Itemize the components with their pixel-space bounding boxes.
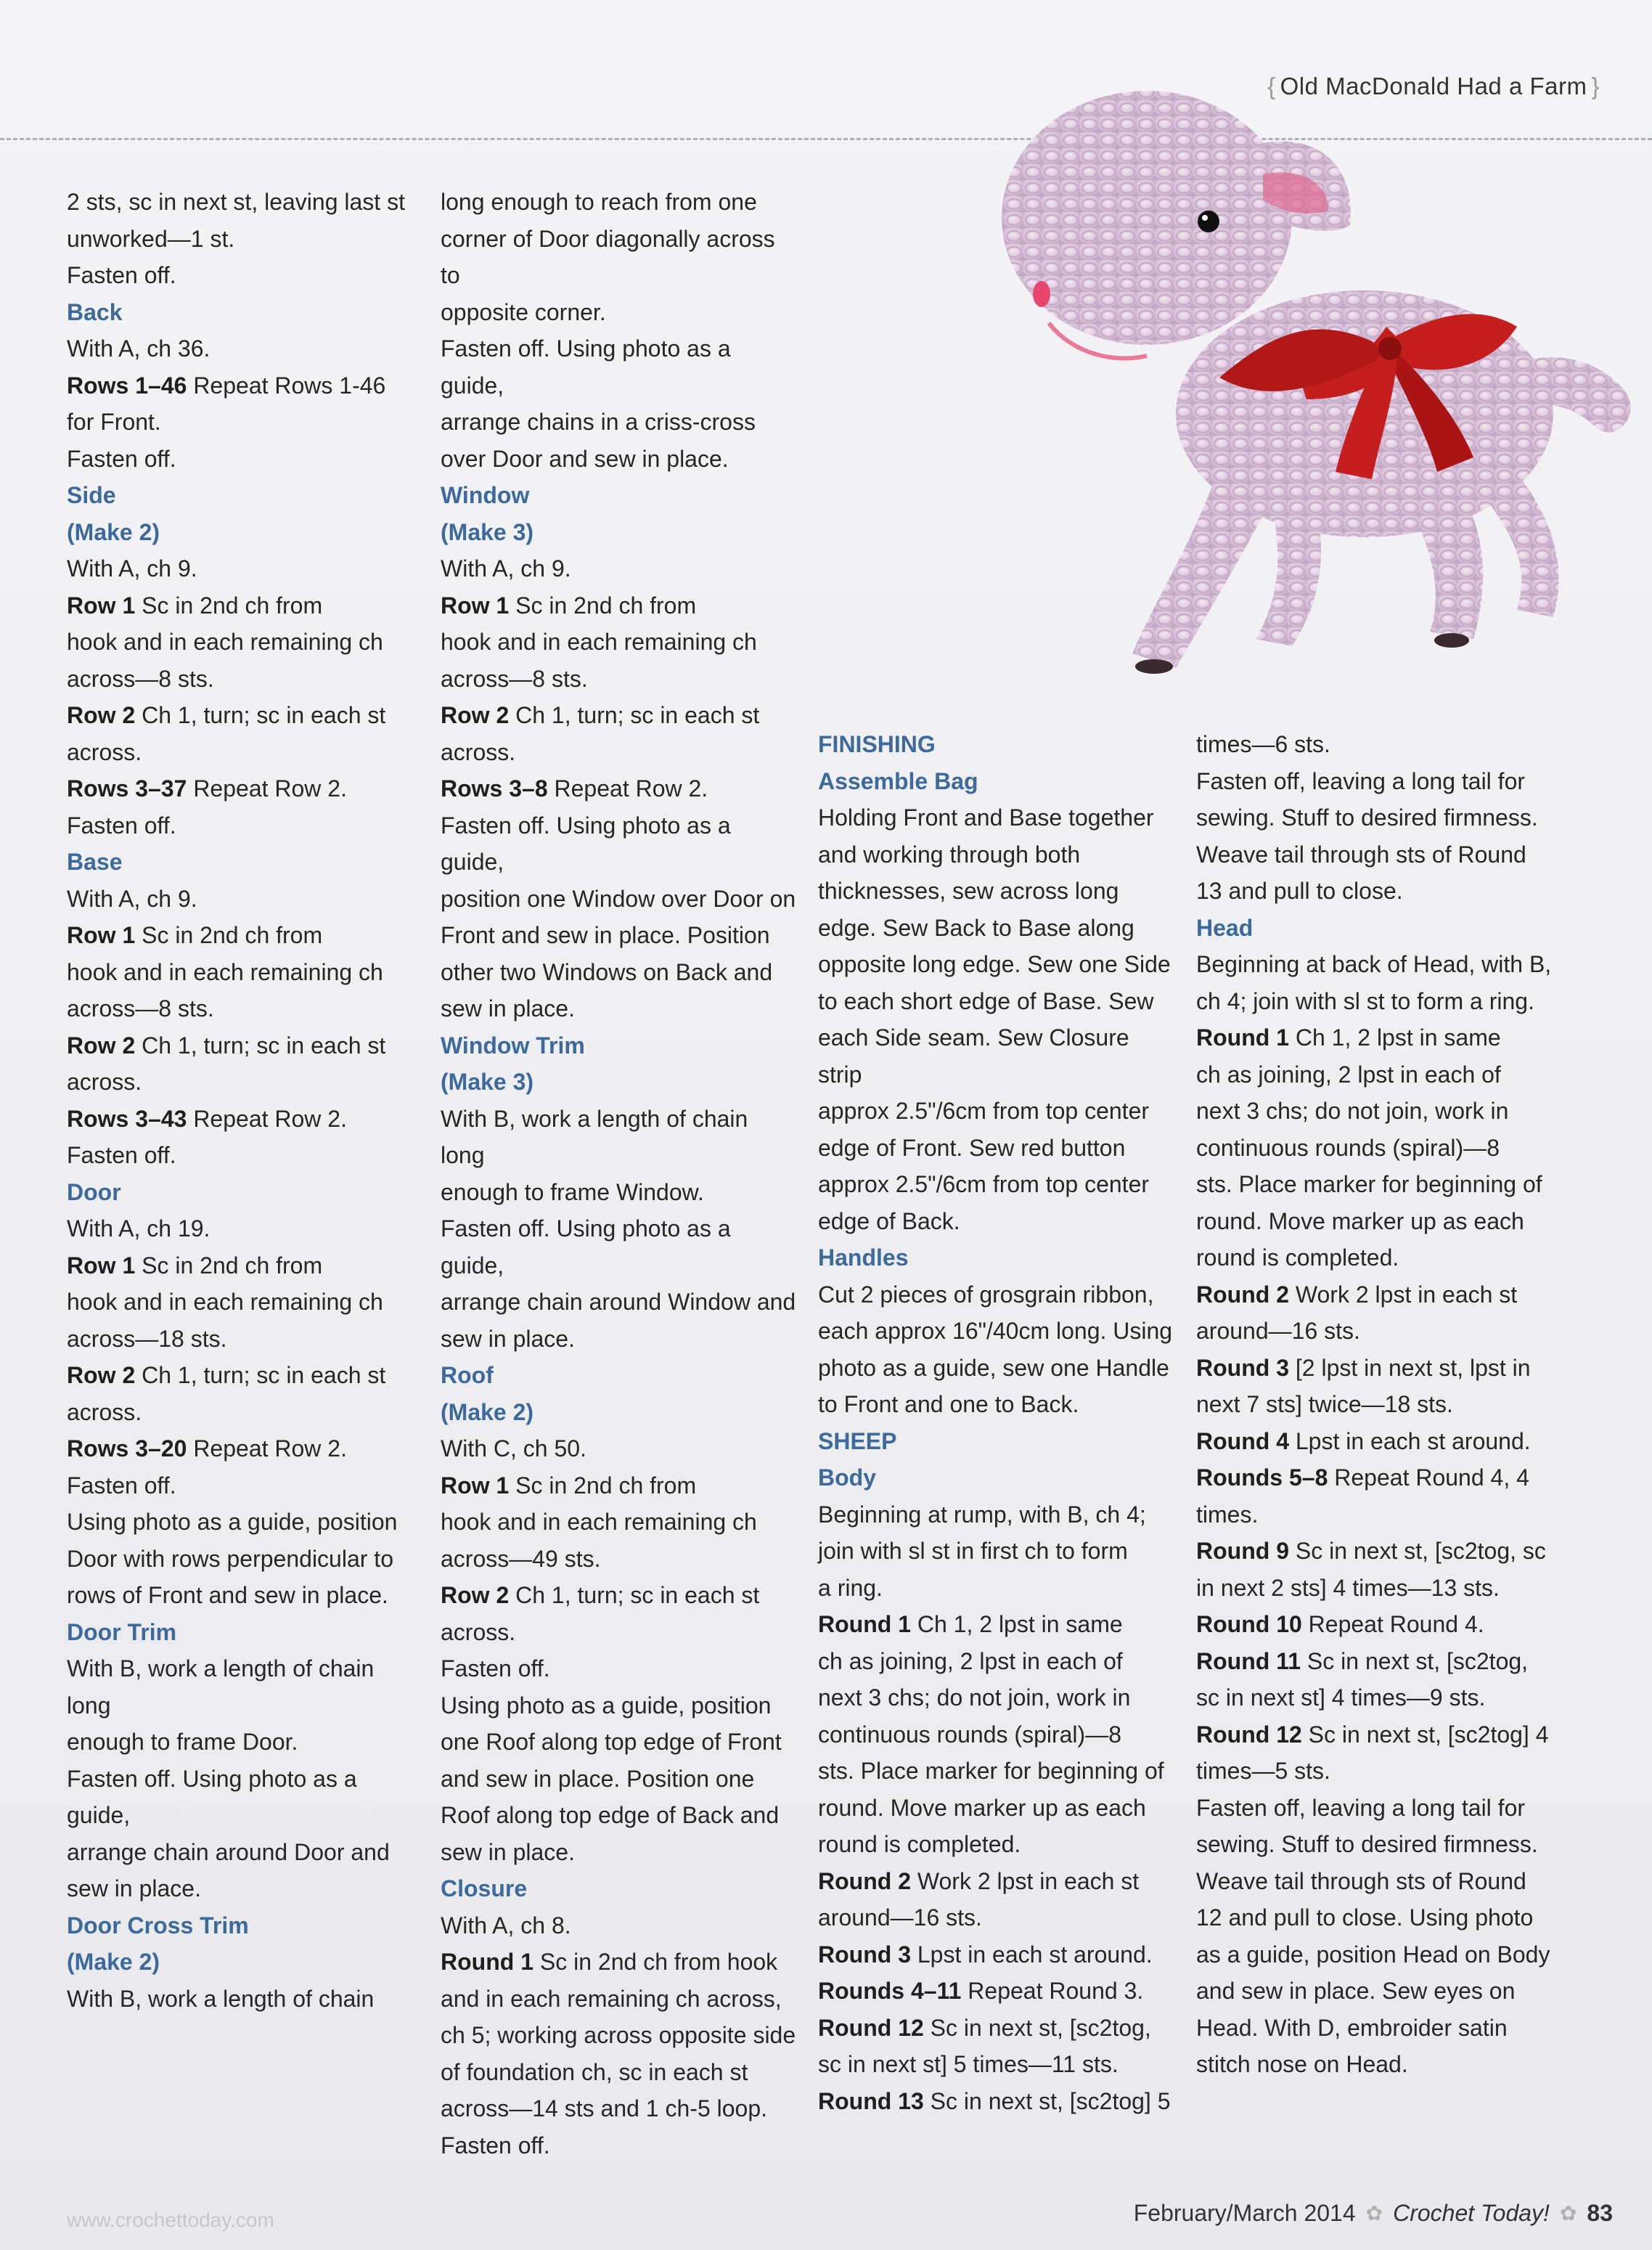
section-heading-window: Window bbox=[441, 482, 530, 508]
section-heading-handles: Handles bbox=[818, 1244, 909, 1271]
column-3: FINISHING Assemble Bag Holding Front and Base together and working through both thicknesses, sew across long edge. Sew Back to Base along opposite long edge. Sew one Side to each short edge of Base. Sew each Side seam. Sew Closure strip approx 2.5"/6cm from top center edge of Front. Sew red button approx 2.5"/6cm from top center edge of Back. Handles Cut 2 pieces of grosgrain ribbon, each approx 16"/40cm long. Using photo as a guide, sew one Handle to Front and one to Back. SHEEP Body Beginning at rump, with B, ch 4; join with sl st in first ch to form a ring. Round 1 Ch 1, 2 lpst in same ch as joining, 2 lpst in each of next 3 chs; do not join, work in continuous rounds (spiral)—8 sts. Place marker for beginning of round. Move marker up as each round is completed. Round 2 Work 2 lpst in each st around—16 sts. Round 3 Lpst in each st around. Rounds 4–11 Repeat Round 3. Round 12 Sc in next st, [sc2tog, sc in next st] 5 times—11 sts. Round 13 Sc in next st, [sc2tog] 5 bbox=[818, 726, 1174, 2119]
crochet-lamb-illustration bbox=[835, 36, 1648, 697]
magazine-name: Crochet Today! bbox=[1393, 2200, 1550, 2226]
lamb-nose bbox=[1033, 281, 1050, 307]
page-number: 83 bbox=[1587, 2200, 1613, 2226]
section-heading-door-trim: Door Trim bbox=[67, 1618, 177, 1645]
section-heading-door-cross-trim: Door Cross Trim bbox=[67, 1912, 249, 1939]
section-heading-sheep: SHEEP bbox=[818, 1427, 897, 1454]
column-2: long enough to reach from one corner of Door diagonally across to opposite corner. Fasten off. Using photo as a guide, arrange chains in a criss-cross over Door and sew in place. Window (Make 3) With A, ch 9. Row 1 Sc in 2nd ch from hook and in each remaining ch across—8 sts. Row 2 Ch 1, turn; sc in each st across. Rows 3–8 Repeat Row 2. Fasten off. Using photo as a guide, position one Window over Door on Front and sew in place. Position other two Windows on Back and sew in place. Window Trim (Make 3) With B, work a length of chain long enough to frame Window. Fasten off. Using photo as a guide, arrange chain around Window and sew in place. Roof (Make 2) With C, ch 50. Row 1 Sc in 2nd ch from hook and in each remaining ch across—49 sts. Row 2 Ch 1, turn; sc in each st across. Fasten off. Using photo as a guide, position one Roof along top edge of Front and sew in place. Position one Roof along top edge of Back and sew in place. Closure With A, ch 8. Round 1 Sc in 2nd ch from hook and in each remaining ch across, ch 5; working across opposite side of foundation ch, sc in each st across—14 sts and 1 ch-5 loop. Fasten off. bbox=[441, 189, 796, 2159]
section-heading-window-trim: Window Trim bbox=[441, 1032, 585, 1059]
lamb-hoof bbox=[1135, 659, 1173, 674]
section-heading-side: Side bbox=[67, 482, 116, 508]
lamb-eye bbox=[1198, 211, 1219, 232]
section-heading-back: Back bbox=[67, 298, 123, 325]
section-heading-closure: Closure bbox=[441, 1875, 528, 1902]
section-heading-door: Door bbox=[67, 1178, 121, 1205]
flower-icon: ✿ bbox=[1559, 2202, 1577, 2225]
section-heading-head: Head bbox=[1196, 914, 1254, 941]
column-1: 2 sts, sc in next st, leaving last st unworked—1 st. Fasten off. Back With A, ch 36. Rows 1–46 Repeat Rows 1-46 for Front. Fasten off. Side (Make 2) With A, ch 9. Row 1 Sc in 2nd ch from hook and in each remaining ch across—8 sts. Row 2 Ch 1, turn; sc in each st across. Rows 3–37 Repeat Row 2. Fasten off. Base With A, ch 9. Row 1 Sc in 2nd ch from hook and in each remaining ch across—8 sts. Row 2 Ch 1, turn; sc in each st across. Rows 3–43 Repeat Row 2. Fasten off. Door With A, ch 19. Row 1 Sc in 2nd ch from hook and in each remaining ch across—18 sts. Row 2 Ch 1, turn; sc in each st across. Rows 3–20 Repeat Row 2. Fasten off. Using photo as a guide, position Door with rows perpendicular to rows of Front and sew in place. Door Trim With B, work a length of chain long enough to frame Door. Fasten off. Using photo as a guide, arrange chain around Door and sew in place. Door Cross Trim (Make 2) With B, work a length of chain bbox=[67, 184, 422, 2017]
bell-charm bbox=[1378, 337, 1402, 360]
lamb-front-leg bbox=[1132, 486, 1270, 668]
section-heading-base: Base bbox=[67, 849, 123, 875]
issue-date: February/March 2014 bbox=[1133, 2200, 1356, 2226]
running-title: Old MacDonald Had a Farm bbox=[1280, 73, 1587, 99]
running-head: { Old MacDonald Had a Farm } bbox=[1267, 73, 1600, 99]
page-footer bbox=[1134, 2200, 1613, 2227]
lamb-hoof bbox=[1434, 633, 1469, 648]
section-heading-roof: Roof bbox=[441, 1362, 494, 1388]
flower-icon: ✿ bbox=[1365, 2202, 1383, 2225]
column-4: times—6 sts. Fasten off, leaving a long tail for sewing. Stuff to desired firmness. Weave tail through sts of Round 13 and pull to close. Head Beginning at back of Head, with B, ch 4; join with sl st to form a ring. Round 1 Ch 1, 2 lpst in same ch as joining, 2 lpst in each of next 3 chs; do not join, work in continuous rounds (spiral)—8 sts. Place marker for beginning of round. Move marker up as each round is completed. Round 2 Work 2 lpst in each st around—16 sts. Round 3 [2 lpst in next st, lpst in next 7 sts] twice—18 sts. Round 4 Lpst in each st around. Rounds 5–8 Repeat Round 4, 4 times. Round 9 Sc in next st, [sc2tog, sc in next 2 sts] 4 times—13 sts. Round 10 Repeat Round 4. Round 11 Sc in next st, [sc2tog, sc in next st] 4 times—9 sts. Round 12 Sc in next st, [sc2tog] 4 times—5 sts. Fasten off, leaving a long tail for sewing. Stuff to desired firmness. Weave tail through sts of Round 12 and pull to close. Using photo as a guide, position Head on Body and sew in place. Sew eyes on Head. With D, embroider satin stitch nose on Head. bbox=[1196, 726, 1559, 2083]
website-url: www.crochettoday.com bbox=[67, 2209, 274, 2231]
section-heading-finishing: FINISHING bbox=[818, 731, 936, 757]
lamb-head bbox=[1002, 91, 1292, 345]
section-heading-assemble-bag: Assemble Bag bbox=[818, 767, 978, 794]
section-heading-body: Body bbox=[818, 1464, 876, 1491]
